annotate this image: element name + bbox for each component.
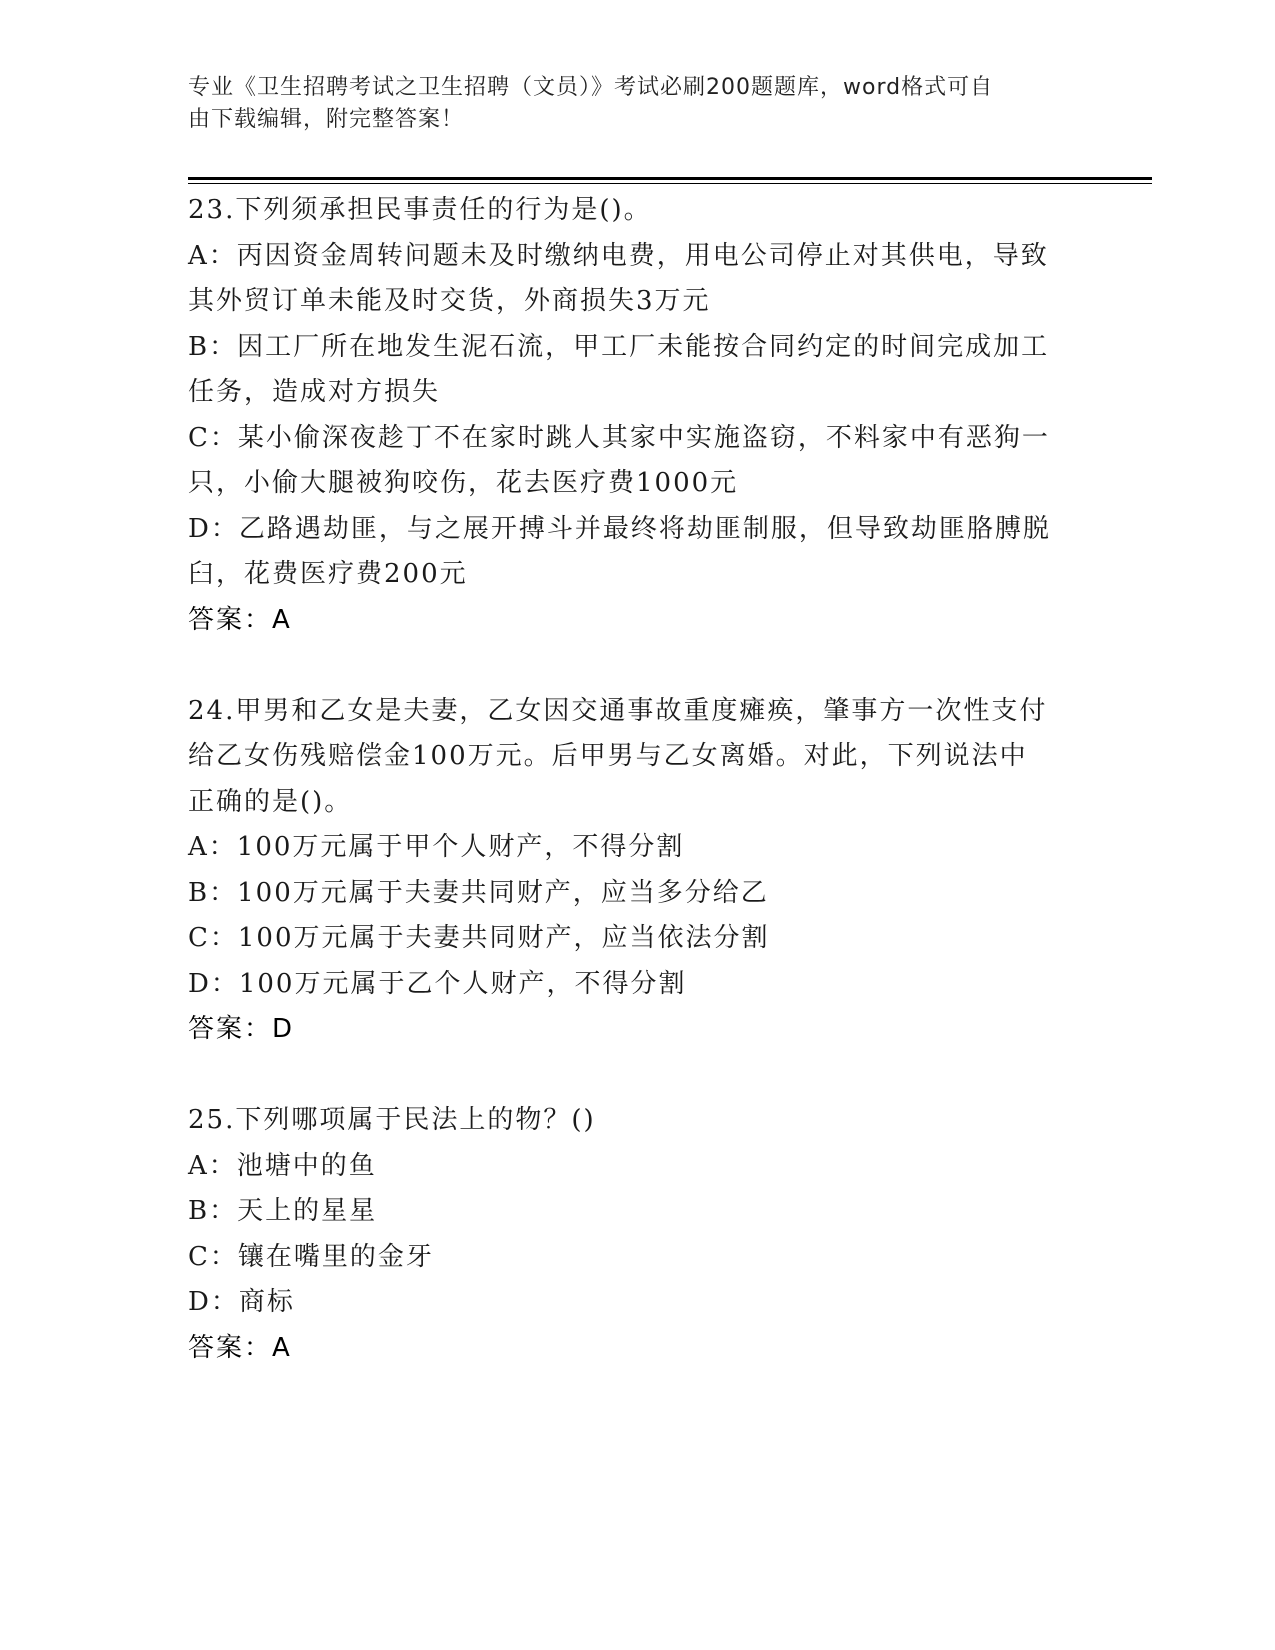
answer-line: 答案：A bbox=[188, 604, 292, 635]
header-divider-thin bbox=[188, 183, 1152, 184]
option-line: B：天上的星星 bbox=[188, 1196, 378, 1226]
option-line: 只，小偷大腿被狗咬伤，花去医疗费1000元 bbox=[188, 468, 739, 498]
question-list bbox=[188, 188, 1088, 1371]
question-spacer bbox=[188, 643, 1088, 689]
question-block bbox=[188, 689, 1088, 1053]
question-stem: 正确的是()。 bbox=[188, 786, 353, 817]
answer-line: 答案：D bbox=[188, 1014, 295, 1044]
option-line: D：商标 bbox=[188, 1287, 295, 1317]
option-line: 臼，花费医疗费200元 bbox=[188, 559, 468, 589]
document-header bbox=[188, 72, 1068, 136]
header-divider-thick bbox=[188, 177, 1152, 180]
header-line-1: 专业《卫生招聘考试之卫生招聘（文员）》考试必刷200题题库，word格式可自 bbox=[188, 75, 994, 100]
question-stem: 25.下列哪项属于民法上的物？() bbox=[188, 1105, 596, 1135]
option-line: C：某小偷深夜趁丁不在家时跳人其家中实施盗窃，不料家中有恶狗一 bbox=[188, 422, 1050, 453]
question-block bbox=[188, 188, 1088, 643]
option-line: A：100万元属于甲个人财产，不得分割 bbox=[188, 832, 685, 862]
option-line: A：池塘中的鱼 bbox=[188, 1150, 377, 1181]
header-line-2: 由下载编辑，附完整答案！ bbox=[188, 107, 465, 132]
option-line: D：100万元属于乙个人财产，不得分割 bbox=[188, 968, 687, 999]
answer-line: 答案：A bbox=[188, 1332, 292, 1363]
option-line: C：镶在嘴里的金牙 bbox=[188, 1241, 434, 1272]
option-line: B：因工厂所在地发生泥石流，甲工厂未能按合同约定的时间完成加工 bbox=[188, 331, 1050, 362]
question-block bbox=[188, 1098, 1088, 1371]
option-line: D：乙路遇劫匪，与之展开搏斗并最终将劫匪制服，但导致劫匪胳膊脱 bbox=[188, 513, 1051, 544]
option-line: 任务，造成对方损失 bbox=[188, 377, 441, 407]
question-stem: 给乙女伤残赔偿金100万元。后甲男与乙女离婚。对此，下列说法中 bbox=[188, 741, 1028, 771]
question-stem: 24.甲男和乙女是夫妻，乙女因交通事故重度瘫痪，肇事方一次性支付 bbox=[188, 695, 1048, 726]
option-line: B：100万元属于夫妻共同财产，应当多分给乙 bbox=[188, 877, 769, 908]
question-stem: 23.下列须承担民事责任的行为是()。 bbox=[188, 195, 652, 225]
question-spacer bbox=[188, 1053, 1088, 1099]
option-line: 其外贸订单未能及时交货，外商损失3万元 bbox=[188, 286, 711, 316]
option-line: A：丙因资金周转问题未及时缴纳电费，用电公司停止对其供电，导致 bbox=[188, 240, 1049, 271]
option-line: C：100万元属于夫妻共同财产，应当依法分割 bbox=[188, 923, 770, 953]
